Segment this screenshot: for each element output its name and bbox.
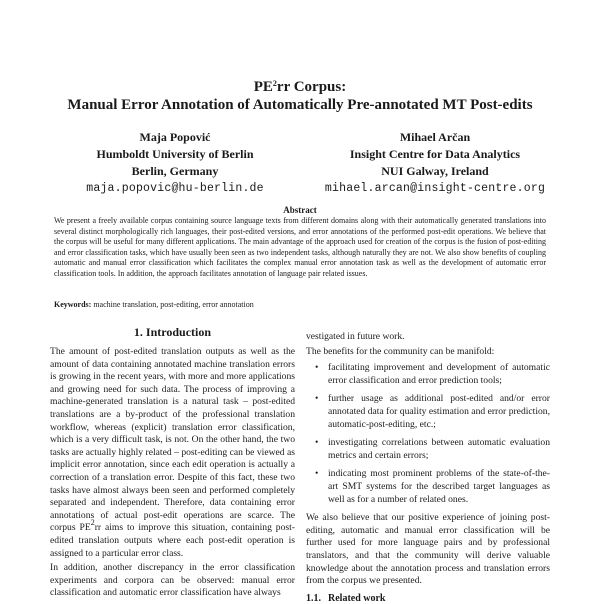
keywords-label: Keywords: <box>54 300 92 309</box>
bullet-icon: • <box>315 437 319 449</box>
paper-title-line-1: $PE^2rr$ Corpus: <box>253 79 347 95</box>
intro-paragraph-2: In addition, another discrepancy in the error classification experiments and corpora can be observed: manual error classification and automatic error classification have always <box>50 562 295 599</box>
author-name: Mihael Arčan <box>399 130 471 144</box>
closing-paragraph: We also believe that our positive experience of joining post-editing, automatic and manual error classification will be further used for more language pairs and by professional translators, and that the community will derive valuable knowledge about the annotation process and translation errors from the corpus we presented. <box>306 512 550 587</box>
author-affiliation: Humboldt University of Berlin <box>96 147 254 161</box>
author-location: Berlin, Germany <box>131 164 219 178</box>
bullet-icon: • <box>315 362 319 374</box>
bullet-icon: • <box>315 393 319 405</box>
list-item: • facilitating improvement and development of automatic error classification and error prediction tools; <box>315 362 550 386</box>
subsection-heading-related-work: 1.1. Related work <box>306 592 386 604</box>
bullet-icon: • <box>315 468 319 480</box>
continuation-text: vestigated in future work. <box>306 331 405 342</box>
benefits-intro: The benefits for the community can be manifold: <box>306 345 495 357</box>
section-heading-introduction: 1. Introduction <box>133 325 212 339</box>
paper-title-line-2: Manual Error Annotation of Automatically Pre-annotated MT Post-edits <box>67 97 533 113</box>
author-block-2 <box>300 129 570 197</box>
right-column <box>306 331 550 604</box>
abstract-text: We present a freely available corpus containing source language texts from different domains along with their automatically generated translations into several distinct morphologically rich languages, their post-edited versions, and error annotations of the performed post-edit operations. We believe that the corpus will be useful for many different applications. The main advantage of the approach used for creation of the corpus is the fusion of post-editing and error classification tasks, which have usually been seen as two independent tasks, although naturally they are not. We also show benefits of coupling automatic and manual error classification which facilitates the complex manual error annotation task as well as the development of automatic error classification tools. In addition, the approach facilitates annotation of language pair related issues. <box>54 216 546 278</box>
author-name: Maja Popović <box>139 130 211 144</box>
benefits-list <box>306 362 550 506</box>
author-affiliation: Insight Centre for Data Analytics <box>349 147 521 161</box>
author-block-1 <box>40 129 310 197</box>
left-column <box>50 325 295 600</box>
list-item: • indicating most prominent problems of the state-of-the-art SMT systems for the described target languages as well as for a number of related ones. <box>315 468 550 505</box>
list-item: • investigating correlations between automatic evaluation metrics and certain errors; <box>315 437 550 461</box>
keywords-text: machine translation, post-editing, error annotation <box>93 300 254 309</box>
intro-paragraph-1: The amount of post-edited translation outputs as well as the amount of data containing annotated machine translation errors is growing in the recent years, with more and more applications and growing need for such data. The process of improving a machine-generated translation is a natural task – post-edited translations are a by-product of the professional translation workflow, whereas (explicit) translation error classification, which is a very difficult task, is not. On the other hand, the two tasks are actually highly related – post-editing can be viewed as implicit error annotation, since each edit operation is actually a correction of a translation error. Despite of this fact, these two tasks have almost always been seen and performed completely separated and independent. Therefore, data containing error annotations of actual post-edit operations are scarce. The corpus $PE^2rr$ aims to improve this situation, containing post-edited translation outputs where each post-edit operation is assigned to a particular error class. <box>50 346 295 559</box>
author-location: NUI Galway, Ireland <box>381 164 489 178</box>
author-email: mihael.arcan@insight-centre.org <box>324 182 546 195</box>
keywords <box>54 300 546 309</box>
list-item: • further usage as additional post-edited and/or error annotated data for quality estimation and error prediction, automatic-post-editing, etc.; <box>315 393 550 430</box>
author-email: maja.popovic@hu-berlin.de <box>86 182 264 195</box>
abstract-heading: Abstract <box>283 205 317 215</box>
